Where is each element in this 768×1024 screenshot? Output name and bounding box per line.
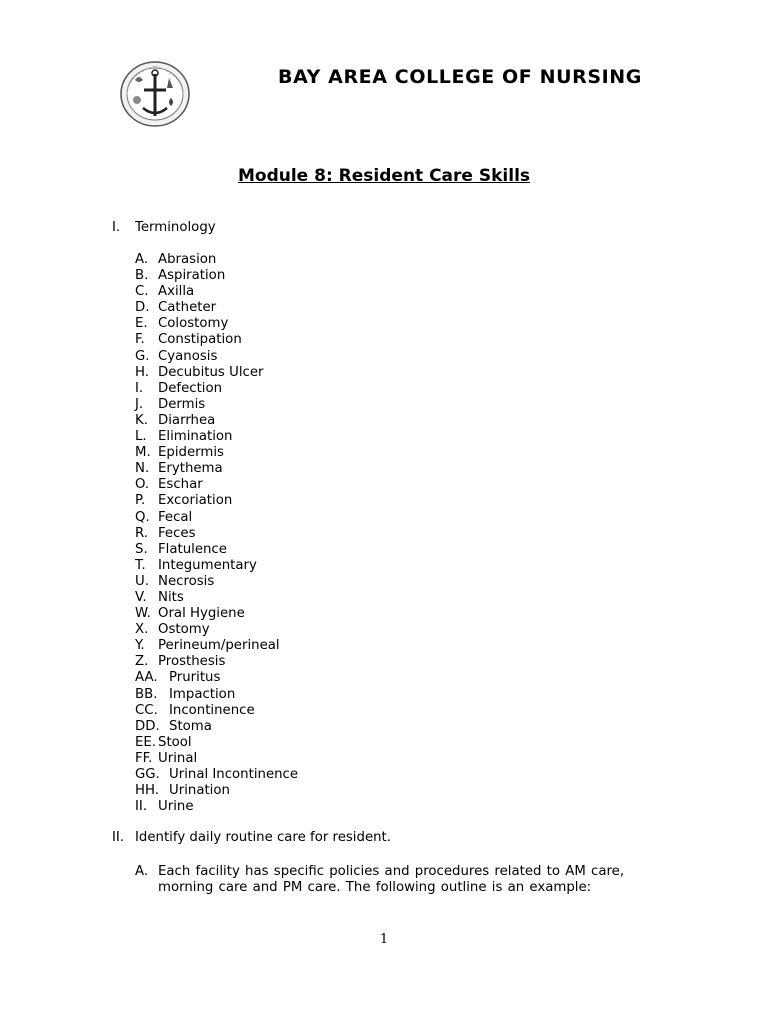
subsection-letter: A.	[135, 864, 149, 879]
term-text: Fecal	[158, 509, 193, 525]
list-letter: D.	[135, 300, 150, 316]
section-heading: Terminology	[135, 220, 216, 235]
page-number: 1	[379, 932, 389, 947]
list-letter: G.	[135, 348, 150, 364]
list-letter: II.	[135, 799, 148, 815]
term-text: Erythema	[158, 461, 223, 477]
term-text: Impaction	[169, 686, 236, 702]
term-text: Epidermis	[158, 445, 224, 461]
college-name: BAY AREA COLLEGE OF NURSING	[278, 66, 643, 88]
term-text: Stool	[158, 734, 192, 750]
list-letter: V.	[135, 589, 147, 605]
list-letter: N.	[135, 461, 150, 477]
term-text: Colostomy	[158, 316, 229, 332]
term-text: Pruritus	[169, 670, 221, 686]
term-text: Urine	[158, 799, 194, 815]
list-letter: A.	[135, 252, 149, 267]
college-seal-logo	[119, 60, 191, 128]
list-letter: DD.	[135, 718, 160, 734]
term-text: Aspiration	[158, 268, 226, 284]
list-letter: Q.	[135, 509, 150, 525]
term-text: Flatulence	[158, 541, 227, 557]
term-text: Urinal Incontinence	[169, 767, 299, 782]
term-text: Catheter	[158, 300, 217, 316]
term-text: Excoriation	[158, 493, 233, 509]
list-letter: HH.	[135, 783, 159, 799]
list-letter: B.	[135, 268, 149, 284]
list-letter: GG.	[135, 767, 160, 782]
list-letter: U.	[135, 573, 149, 589]
term-text: Diarrhea	[158, 412, 216, 428]
term-text: Oral Hygiene	[158, 606, 245, 622]
list-letter: CC.	[135, 702, 158, 718]
term-text: Necrosis	[158, 573, 215, 589]
list-letter: P.	[135, 493, 146, 509]
list-letter: I.	[135, 380, 144, 396]
term-text: Perineum/perineal	[158, 638, 280, 654]
list-letter: X.	[135, 622, 149, 638]
term-text: Cyanosis	[158, 348, 218, 364]
term-text: Urinal	[158, 750, 198, 766]
term-text: Axilla	[158, 284, 195, 300]
term-text: Defection	[158, 380, 223, 396]
term-text: Integumentary	[158, 557, 257, 573]
term-text: Dermis	[158, 396, 206, 412]
term-text: Nits	[158, 589, 184, 605]
list-letter: S.	[135, 541, 148, 557]
term-text: Ostomy	[158, 622, 210, 638]
list-letter: EE.	[135, 734, 157, 750]
list-letter: W.	[135, 606, 151, 622]
section-number: I.	[112, 220, 121, 235]
term-text: Decubitus Ulcer	[158, 364, 264, 380]
term-text: Feces	[158, 525, 196, 541]
list-letter: Y.	[135, 638, 145, 654]
list-letter: R.	[135, 525, 148, 541]
module-title: Module 8: Resident Care Skills	[237, 166, 531, 186]
term-text: Elimination	[158, 429, 233, 445]
list-letter: F.	[135, 332, 145, 348]
term-text: Incontinence	[169, 702, 255, 718]
list-letter: AA.	[135, 670, 158, 686]
term-text: Stoma	[169, 718, 212, 734]
term-text: Constipation	[158, 332, 242, 348]
list-letter: H.	[135, 364, 149, 380]
list-letter: O.	[135, 477, 150, 493]
list-letter: L.	[135, 429, 147, 445]
term-text: Eschar	[158, 477, 203, 493]
subsection-paragraph: Each facility has specific policies and procedures related to AM care, morning care and PM care. The following outline is an example:	[158, 864, 625, 895]
list-letter: C.	[135, 284, 149, 300]
term-text: Abrasion	[158, 252, 217, 267]
list-letter: E.	[135, 316, 148, 332]
list-letter: K.	[135, 412, 148, 428]
term-text: Prosthesis	[158, 654, 226, 670]
list-letter: BB.	[135, 686, 158, 702]
section-heading: Identify daily routine care for resident.	[135, 830, 391, 845]
list-letter: T.	[135, 557, 146, 573]
list-letter: Z.	[135, 654, 149, 670]
list-letter: J.	[135, 396, 144, 412]
section-number: II.	[112, 830, 125, 845]
term-text: Urination	[169, 783, 230, 799]
list-letter: M.	[135, 445, 151, 461]
list-letter: FF.	[135, 750, 153, 766]
